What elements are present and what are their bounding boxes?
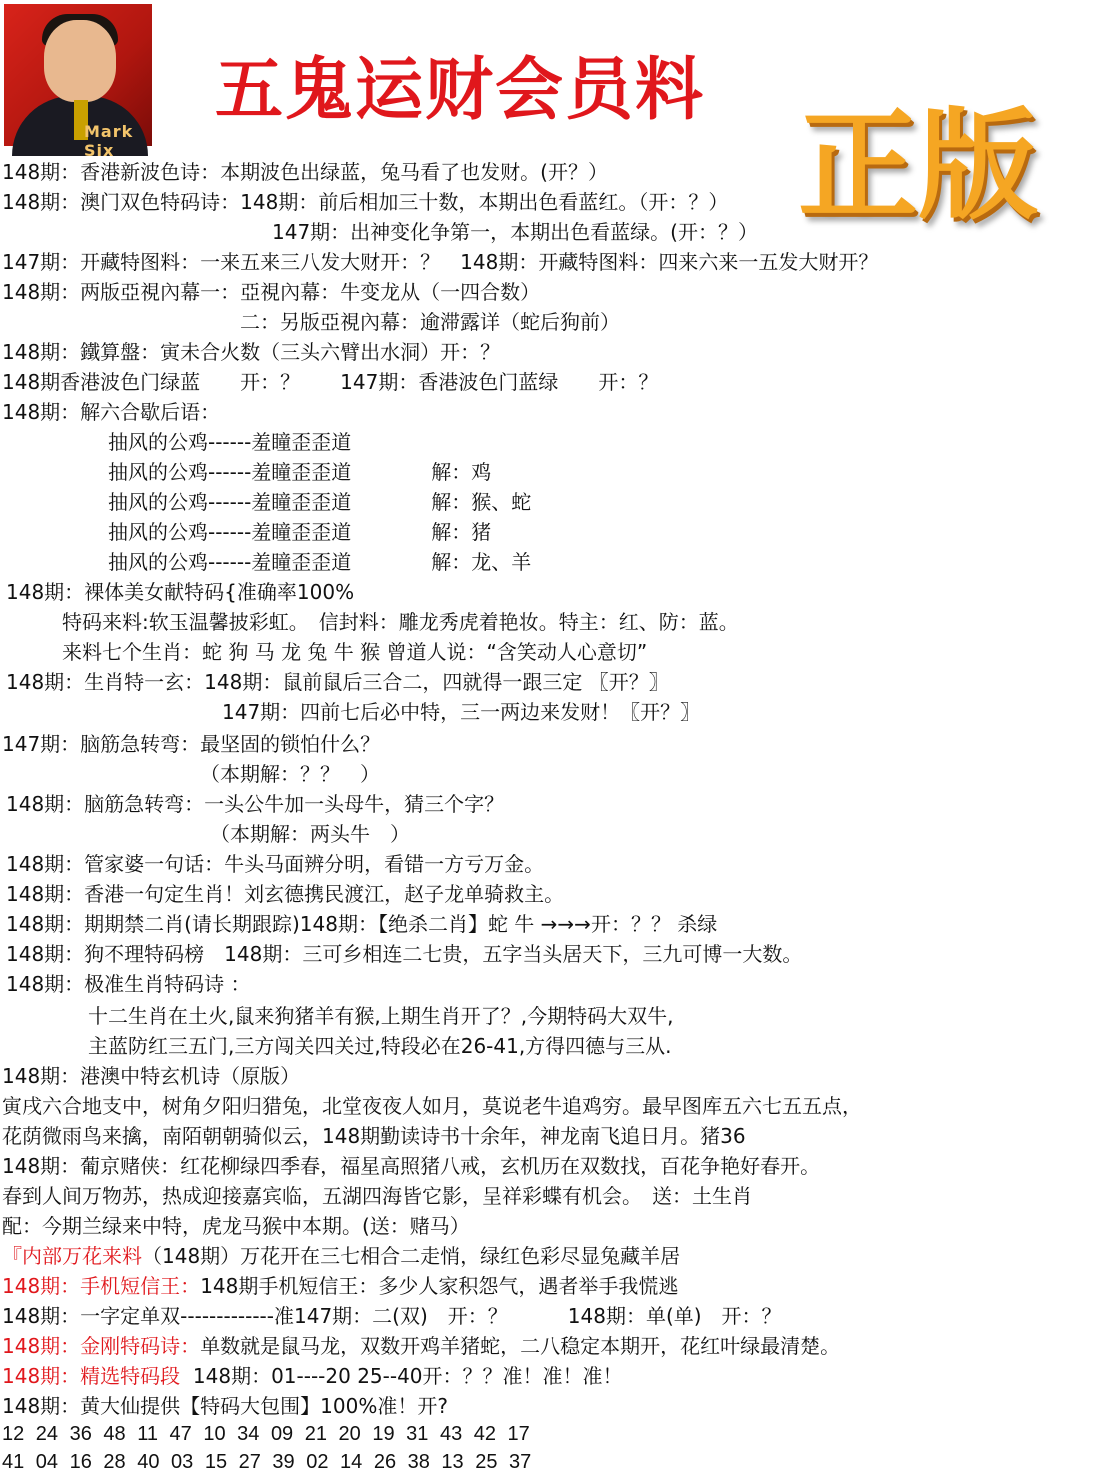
red-label-jingxuan: 148期：精选特码段 bbox=[2, 1364, 181, 1388]
line-29: 十二生肖在土火,鼠来狗猪羊有猴,上期生肖开了？,今期特码大双牛, bbox=[88, 1004, 674, 1028]
line-21: （本期解：？？ ） bbox=[200, 762, 380, 786]
line-8: 148期香港波色门绿蓝 开：？ 147期：香港波色门蓝绿 开：？ bbox=[2, 370, 659, 394]
line-1: 148期：香港新波色诗：本期波色出绿蓝，兔马看了也发财。(开？） bbox=[2, 160, 608, 184]
photo-face bbox=[44, 20, 116, 102]
line-34: 148期：葡京赌侠：红花柳绿四季春，福星高照猪八戒，玄机历在双数找，百花争艳好春开。 bbox=[2, 1154, 821, 1178]
line-23: （本期解：两头牛 ） bbox=[210, 822, 410, 846]
line-3: 147期：出神变化争第一，本期出色看蓝绿。(开：？） bbox=[272, 220, 758, 244]
red-label-jingang: 148期：金刚特码诗： bbox=[2, 1334, 201, 1358]
line-15: 148期：裸体美女献特码{准确率100% bbox=[6, 580, 355, 604]
line-41 bbox=[2, 1362, 623, 1390]
line-39: 148期：一字定单双-------------准147期：二(双) 开：？ 148期：单(单) 开：？ bbox=[2, 1304, 782, 1328]
line-41-gap bbox=[180, 1364, 193, 1388]
line-36: 配：今期兰绿来中特，虎龙马猴中本期。(送：赌马） bbox=[2, 1214, 470, 1238]
line-38-text: 148期手机短信王：多少人家积怨气，遇者举手我慌逃 bbox=[200, 1274, 679, 1298]
line-12: 抽风的公鸡------羞瞳歪歪道 解：猴、蛇 bbox=[108, 490, 532, 514]
line-24: 148期：管家婆一句话：牛头马面辨分明，看错一方亏万金。 bbox=[6, 852, 545, 876]
line-18: 148期：生肖特一玄：148期：鼠前鼠后三合二，四就得一跟三定 〖开？〗 bbox=[6, 670, 669, 694]
line-10: 抽风的公鸡------羞瞳歪歪道 bbox=[108, 430, 352, 454]
line-16: 特码来料:软玉温馨披彩虹。 信封料：雕龙秀虎着艳妆。特主：红、防：蓝。 bbox=[62, 610, 739, 634]
page-title: 五鬼运财会员料 bbox=[215, 51, 706, 130]
line-38 bbox=[2, 1272, 678, 1300]
line-32: 寅戌六合地支中，树角夕阳归猎兔，北堂夜夜人如月，莫说老牛追鸡穷。最早图库五六七五五点， bbox=[2, 1094, 862, 1118]
line-6: 二：另版亞視內幕：逾滞露详（蛇后狗前） bbox=[240, 310, 620, 334]
line-20: 147期：脑筋急转弯：最坚固的锁怕什么？ bbox=[2, 732, 381, 756]
number-row-2: 41 04 16 28 40 03 15 27 39 02 14 26 38 13 25 37 bbox=[2, 1451, 532, 1473]
line-37 bbox=[2, 1242, 680, 1270]
line-25: 148期：香港一句定生肖！刘玄德携民渡江，赵子龙单骑救主。 bbox=[6, 882, 565, 906]
red-label-wanhua: 『内部万花来料 bbox=[2, 1244, 142, 1268]
presenter-photo bbox=[4, 4, 152, 160]
line-30: 主蓝防红三五门,三方闯关四关过,特段必在26-41,方得四德与三从. bbox=[88, 1034, 672, 1058]
line-17: 来料七个生肖：蛇 狗 马 龙 兔 牛 猴 曾道人说：“含笑动人心意切” bbox=[62, 640, 648, 664]
genuine-stamp: 正版 bbox=[798, 97, 1038, 236]
line-27: 148期：狗不理特码榜 148期：三可乡相连二七贵，五字当头居天下，三九可博一大数。 bbox=[6, 942, 803, 966]
line-22: 148期：脑筋急转弯：一头公牛加一头母牛，猜三个字？ bbox=[6, 792, 505, 816]
red-label-sms: 148期：手机短信王： bbox=[2, 1274, 201, 1298]
line-37-text: （148期）万花开在三七相合二走悄，绿红色彩尽显兔藏羊居 bbox=[142, 1244, 681, 1268]
line-40 bbox=[2, 1332, 840, 1360]
line-13: 抽风的公鸡------羞瞳歪歪道 解：猪 bbox=[108, 520, 492, 544]
line-11: 抽风的公鸡------羞瞳歪歪道 解：鸡 bbox=[108, 460, 492, 484]
line-14: 抽风的公鸡------羞瞳歪歪道 解：龙、羊 bbox=[108, 550, 532, 574]
line-31: 148期：港澳中特玄机诗（原版） bbox=[2, 1064, 301, 1088]
line-26: 148期：期期禁二肖(请长期跟踪)148期：【绝杀二肖】蛇 牛 →→→开：？？ 杀绿 bbox=[6, 912, 718, 936]
line-4: 147期：开藏特图料：一来五来三八发大财开：？ 148期：开藏特图料：四来六来一五发大财开？ bbox=[2, 250, 879, 274]
line-42: 148期：黄大仙提供【特码大包围】100%准！开? bbox=[2, 1394, 448, 1418]
line-28: 148期：极准生肖特码诗 ： bbox=[6, 972, 251, 996]
line-19: 147期：四前七后必中特，三一两边来发财！〖开？〗 bbox=[222, 700, 701, 724]
line-9: 148期：解六合歇后语： bbox=[2, 400, 221, 424]
line-7: 148期：鐵算盤：寅未合火数（三头六臂出水洞）开：？ bbox=[2, 340, 501, 364]
line-5: 148期：两版亞視內幕一：亞視內幕：牛变龙从（一四合数） bbox=[2, 280, 541, 304]
line-35: 春到人间万物苏，热成迎接嘉宾临，五湖四海皆它影，呈祥彩蝶有机会。 送：土生肖 bbox=[2, 1184, 752, 1208]
number-row-1: 12 24 36 48 11 47 10 34 09 21 20 19 31 43 42 17 bbox=[2, 1423, 530, 1445]
line-41-text: 148期：01----20 25--40开：？？准！准！准！ bbox=[192, 1364, 623, 1388]
line-40-text: 单数就是鼠马龙，双数开鸡羊猪蛇，二八稳定本期开，花红叶绿最清楚。 bbox=[200, 1334, 841, 1358]
photo-logo: Mark Six bbox=[84, 122, 134, 160]
line-33: 花荫微雨鸟来擒，南陌朝朝骑似云，148期勤读诗书十余年，神龙南飞追日月。猪36 bbox=[2, 1124, 746, 1148]
line-2: 148期：澳门双色特码诗：148期：前后相加三十数，本期出色看蓝红。（开：？） bbox=[2, 190, 729, 214]
